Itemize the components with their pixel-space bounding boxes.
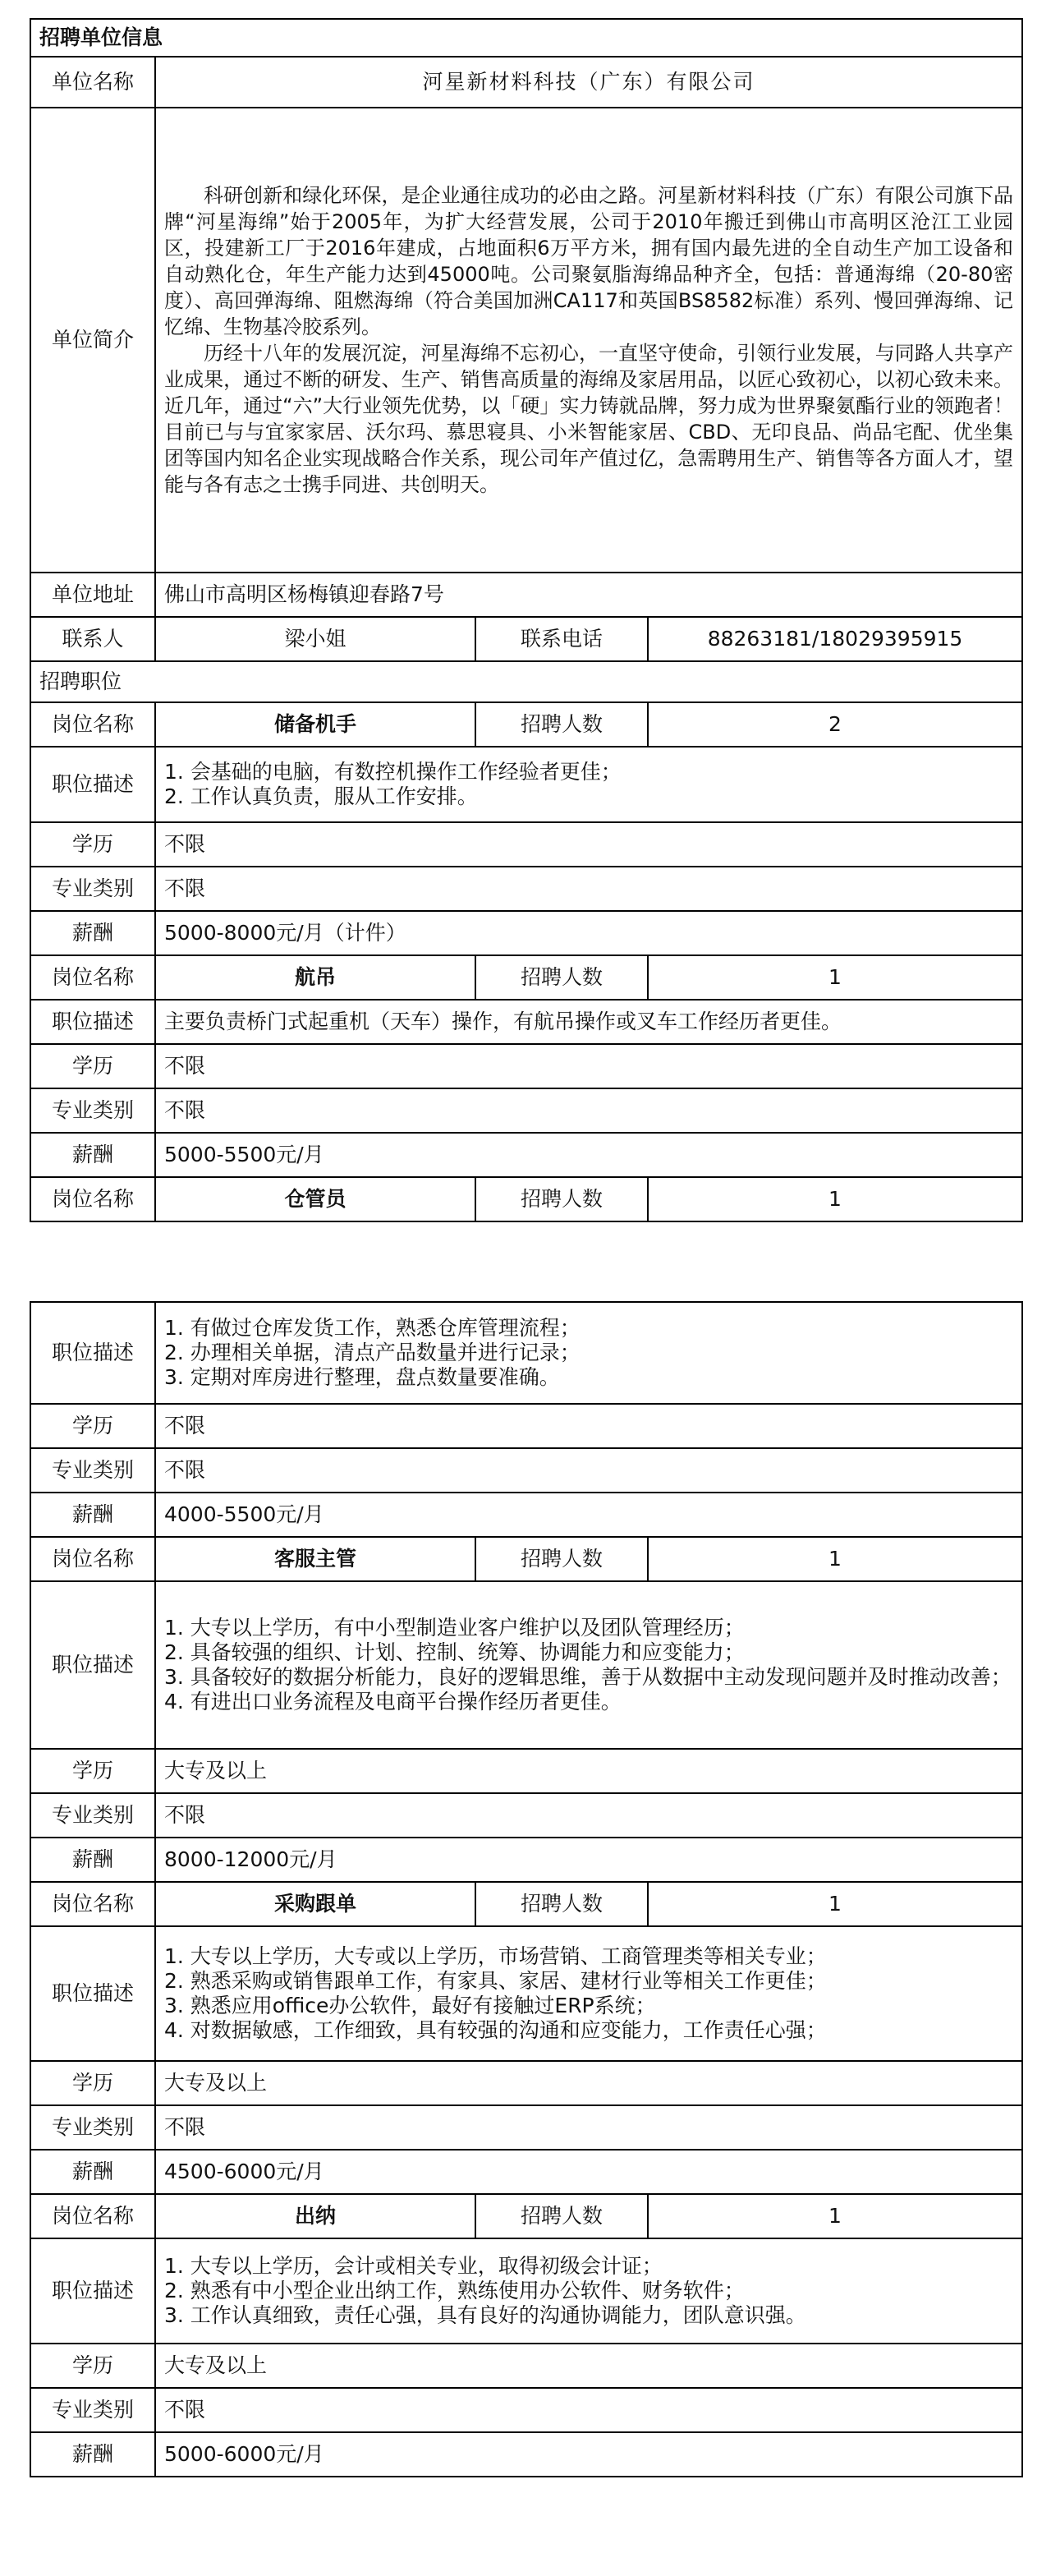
job-desc-line: 2. 工作认真负责，服从工作安排。 — [164, 784, 478, 808]
job-hire-count: 1 — [648, 2194, 1022, 2238]
job-desc-label: 职位描述 — [30, 1302, 155, 1404]
company-name-label: 单位名称 — [30, 57, 155, 108]
job-major: 不限 — [155, 1448, 1022, 1493]
salary-label: 薪酬 — [30, 1133, 155, 1177]
job-hire-count: 2 — [648, 702, 1022, 747]
job-desc-line: 3. 具备较好的数据分析能力，良好的逻辑思维，善于从数据中主动发现问题并及时推动改善； — [164, 1665, 1012, 1689]
contact-label: 联系人 — [30, 617, 155, 661]
major-label: 专业类别 — [30, 2388, 155, 2432]
company-intro-paragraph-1: 科研创新和绿化环保，是企业通往成功的必由之路。河星新材料科技（广东）有限公司旗下品牌“河星海绵”始于2005年，为扩大经营发展，公司于2010年搬迁到佛山市高明区沧江工业园区，投建新工厂于2016年建成，占地面积6万平方米，拥有国内最先进的全自动生产加工设备和自动熟化仓，年生产能力达到45000吨。公司聚氨脂海绵品种齐全，包括：普通海绵（20-80密度）、高回弹海绵、阻燃海绵（符合美国加洲CA117和英国BS8582标准）系列、慢回弹海绵、记忆绵、生物基冷胶系列。 — [164, 184, 1014, 338]
job-education: 不限 — [155, 1044, 1022, 1088]
company-intro — [155, 108, 1022, 573]
education-label: 学历 — [30, 822, 155, 867]
company-intro-label: 单位简介 — [30, 108, 155, 573]
job-desc-line: 1. 会基础的电脑，有数控机操作工作经验者更佳； — [164, 760, 622, 784]
job-name: 储备机手 — [155, 702, 475, 747]
post-name-label: 岗位名称 — [30, 1882, 155, 1926]
job-salary: 5000-8000元/月（计件） — [155, 911, 1022, 955]
education-label: 学历 — [30, 1404, 155, 1448]
job-desc-line: 2. 熟悉有中小型企业出纳工作，熟练使用办公软件、财务软件； — [164, 2279, 745, 2302]
recruitment-table-2 — [30, 1301, 1023, 2477]
education-label: 学历 — [30, 1044, 155, 1088]
salary-label: 薪酬 — [30, 911, 155, 955]
salary-label: 薪酬 — [30, 2432, 155, 2477]
job-desc-label: 职位描述 — [30, 2238, 155, 2344]
company-name: 河星新材料科技（广东）有限公司 — [155, 57, 1022, 108]
section-title-jobs: 招聘职位 — [30, 661, 1022, 702]
job-major: 不限 — [155, 2388, 1022, 2432]
contact-person: 梁小姐 — [155, 617, 475, 661]
phone-label: 联系电话 — [475, 617, 648, 661]
job-education: 不限 — [155, 822, 1022, 867]
job-education: 大专及以上 — [155, 2344, 1022, 2388]
recruitment-table-1 — [30, 18, 1023, 1222]
post-name-label: 岗位名称 — [30, 955, 155, 1000]
job-desc-line: 2. 具备较强的组织、计划、控制、统筹、协调能力和应变能力； — [164, 1640, 745, 1664]
hire-count-label: 招聘人数 — [475, 1882, 648, 1926]
job-desc-label: 职位描述 — [30, 1581, 155, 1749]
job-education: 大专及以上 — [155, 2061, 1022, 2105]
salary-label: 薪酬 — [30, 1493, 155, 1537]
job-desc-line: 2. 办理相关单据，清点产品数量并进行记录； — [164, 1341, 581, 1364]
job-salary: 4500-6000元/月 — [155, 2150, 1022, 2194]
education-label: 学历 — [30, 1749, 155, 1793]
job-description — [155, 1581, 1022, 1749]
job-major: 不限 — [155, 2105, 1022, 2150]
job-desc-line: 3. 工作认真细致，责任心强，具有良好的沟通协调能力，团队意识强。 — [164, 2303, 806, 2327]
job-hire-count: 1 — [648, 1537, 1022, 1581]
salary-label: 薪酬 — [30, 2150, 155, 2194]
job-name: 客服主管 — [155, 1537, 475, 1581]
education-label: 学历 — [30, 2061, 155, 2105]
job-description — [155, 1000, 1022, 1044]
hire-count-label: 招聘人数 — [475, 702, 648, 747]
job-desc-line: 1. 有做过仓库发货工作，熟悉仓库管理流程； — [164, 1316, 581, 1340]
address-label: 单位地址 — [30, 573, 155, 617]
major-label: 专业类别 — [30, 1448, 155, 1493]
section-title-company: 招聘单位信息 — [30, 19, 1022, 57]
job-desc-line: 4. 对数据敏感，工作细致，具有较强的沟通和应变能力，工作责任心强； — [164, 2018, 827, 2042]
post-name-label: 岗位名称 — [30, 2194, 155, 2238]
job-desc-line: 1. 大专以上学历，有中小型制造业客户维护以及团队管理经历； — [164, 1616, 745, 1640]
job-education: 大专及以上 — [155, 1749, 1022, 1793]
job-desc-line: 主要负责桥门式起重机（天车）操作，有航吊操作或叉车工作经历者更佳。 — [164, 1010, 842, 1033]
education-label: 学历 — [30, 2344, 155, 2388]
major-label: 专业类别 — [30, 867, 155, 911]
job-name: 采购跟单 — [155, 1882, 475, 1926]
job-hire-count: 1 — [648, 1882, 1022, 1926]
job-major: 不限 — [155, 867, 1022, 911]
job-salary: 5000-6000元/月 — [155, 2432, 1022, 2477]
major-label: 专业类别 — [30, 2105, 155, 2150]
post-name-label: 岗位名称 — [30, 1177, 155, 1221]
job-desc-line: 4. 有进出口业务流程及电商平台操作经历者更佳。 — [164, 1690, 622, 1714]
company-intro-paragraph-2: 历经十八年的发展沉淀，河星海绵不忘初心，一直坚守使命，引领行业发展，与同路人共享产业成果，通过不断的研发、生产、销售高质量的海绵及家居用品，以匠心致初心，以初心致未来。近几年，通过“六”大行业领先优势，以「硬」实力铸就品牌，努力成为世界聚氨酯行业的领跑者！目前已与与宜家家居、沃尔玛、慕思寝具、小米智能家居、CBD、无印良品、尚品宅配、优坐集团等国内知名企业实现战略合作关系，现公司年产值过亿，急需聘用生产、销售等各方面人才，望能与各有志之士携手同进、共创明天。 — [164, 342, 1014, 496]
job-desc-line: 1. 大专以上学历，大专或以上学历，市场营销、工商管理类等相关专业； — [164, 1944, 827, 1968]
salary-label: 薪酬 — [30, 1838, 155, 1882]
job-major: 不限 — [155, 1088, 1022, 1133]
job-education: 不限 — [155, 1404, 1022, 1448]
post-name-label: 岗位名称 — [30, 1537, 155, 1581]
hire-count-label: 招聘人数 — [475, 1537, 648, 1581]
job-description — [155, 1302, 1022, 1404]
hire-count-label: 招聘人数 — [475, 2194, 648, 2238]
major-label: 专业类别 — [30, 1088, 155, 1133]
job-salary: 4000-5500元/月 — [155, 1493, 1022, 1537]
job-description — [155, 2238, 1022, 2344]
job-desc-line: 2. 熟悉采购或销售跟单工作，有家具、家居、建材行业等相关工作更佳； — [164, 1969, 827, 1993]
job-name: 仓管员 — [155, 1177, 475, 1221]
job-desc-line: 1. 大专以上学历，会计或相关专业，取得初级会计证； — [164, 2254, 663, 2278]
job-desc-label: 职位描述 — [30, 1000, 155, 1044]
hire-count-label: 招聘人数 — [475, 1177, 648, 1221]
hire-count-label: 招聘人数 — [475, 955, 648, 1000]
post-name-label: 岗位名称 — [30, 702, 155, 747]
job-hire-count: 1 — [648, 955, 1022, 1000]
job-description — [155, 747, 1022, 822]
job-name: 航吊 — [155, 955, 475, 1000]
contact-phone: 88263181/18029395915 — [648, 617, 1022, 661]
job-desc-line: 3. 定期对库房进行整理，盘点数量要准确。 — [164, 1365, 560, 1389]
job-salary: 5000-5500元/月 — [155, 1133, 1022, 1177]
job-desc-label: 职位描述 — [30, 747, 155, 822]
job-desc-label: 职位描述 — [30, 1926, 155, 2061]
job-desc-line: 3. 熟悉应用office办公软件，最好有接触过ERP系统； — [164, 1994, 656, 2017]
job-major: 不限 — [155, 1793, 1022, 1838]
job-salary: 8000-12000元/月 — [155, 1838, 1022, 1882]
job-name: 出纳 — [155, 2194, 475, 2238]
job-description — [155, 1926, 1022, 2061]
job-hire-count: 1 — [648, 1177, 1022, 1221]
company-address: 佛山市高明区杨梅镇迎春路7号 — [155, 573, 1022, 617]
major-label: 专业类别 — [30, 1793, 155, 1838]
